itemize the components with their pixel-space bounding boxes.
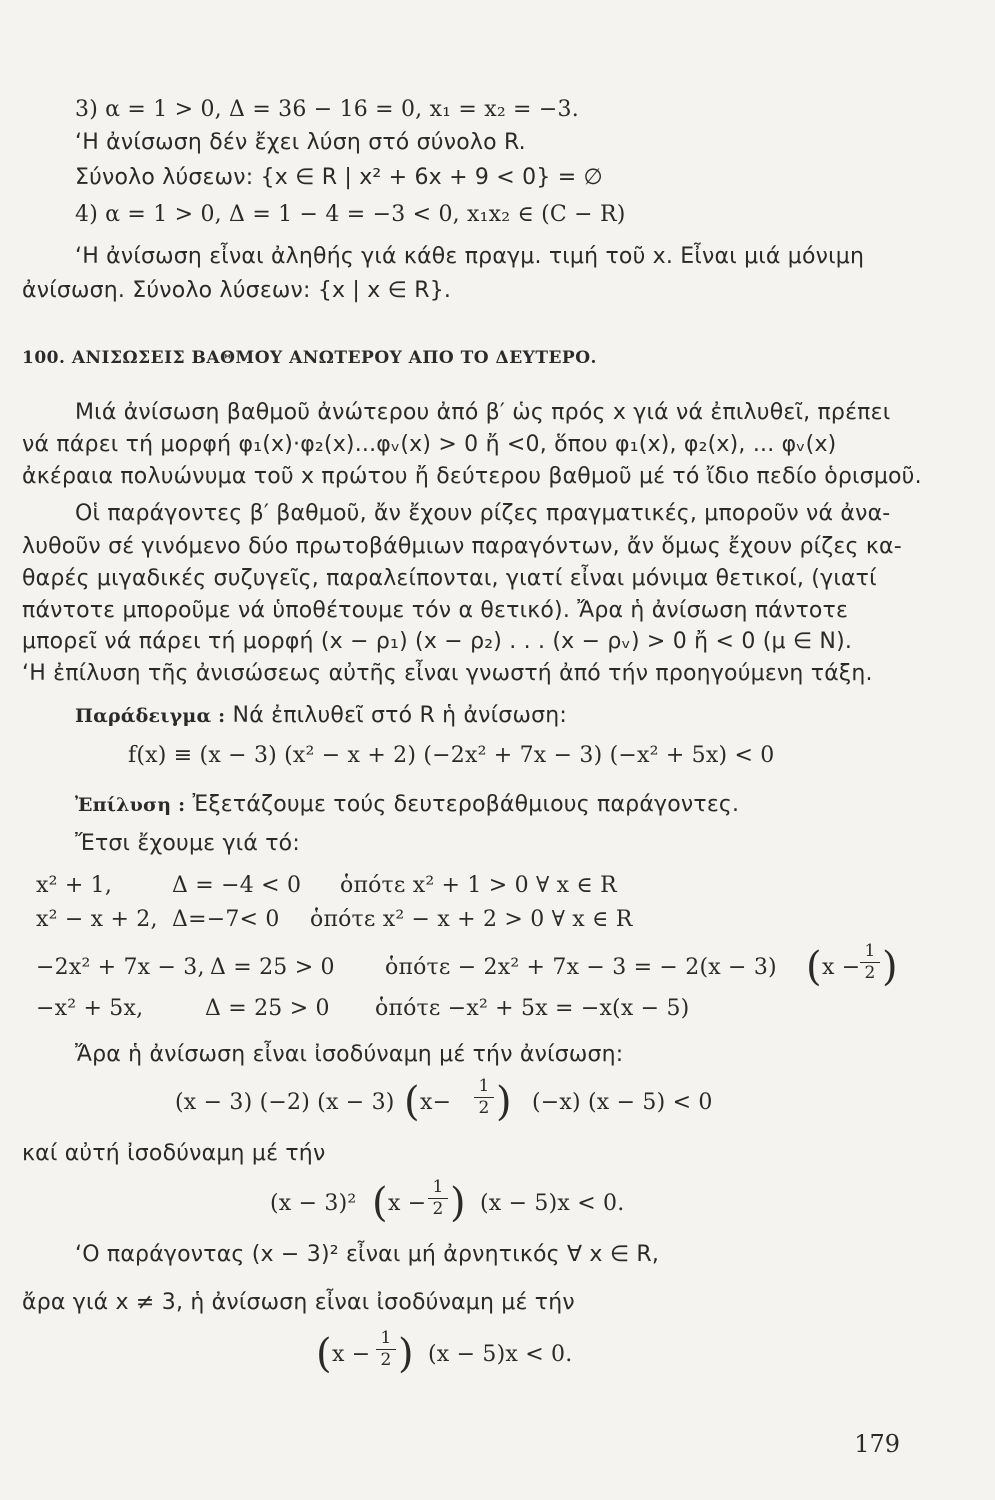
paragraph-1-line-1: Μιά ἀνίσωση βαθμοῦ ἀνώτερου ἀπό β′ ὡς πρός x γιά νά ἐπιλυθεῖ, πρέπει xyxy=(75,400,891,425)
paren-close: ) xyxy=(398,1331,414,1377)
factor-1-delta: Δ = −4 < 0 xyxy=(172,873,302,898)
fraction-den: 2 xyxy=(478,1098,490,1118)
example-equation: f(x) ≡ (x − 3) (x² − x + 2) (−2x² + 7x − 3) (−x² + 5x) < 0 xyxy=(128,743,775,768)
equivalence-2: καί αὐτή ἰσοδύναμη μέ τήν xyxy=(22,1141,326,1166)
paragraph-2-line-6: ‘Η ἐπίλυση τῆς ἀνισώσεως αὐτῆς εἶναι γνωστή ἀπό τήν προηγούμενη τάξη. xyxy=(22,661,873,686)
fraction-den: 2 xyxy=(864,963,876,983)
fraction-num: 1 xyxy=(864,941,876,961)
factor-nonnegative: ‘Ο παράγοντας (x − 3)² εἶναι μή ἀρνητικός ∀ x ∈ R, xyxy=(75,1242,660,1267)
equivalence-1: Ἄρα ἡ ἀνίσωση εἶναι ἰσοδύναμη μέ τήν ἀνίσωση: xyxy=(75,1042,624,1067)
example-text: Νά ἐπιλυθεῖ στό R ἡ ἀνίσωση: xyxy=(232,703,567,728)
fraction-den: 2 xyxy=(380,1350,392,1370)
fraction-den: 2 xyxy=(432,1199,444,1219)
eq1-frac-pre: x− xyxy=(420,1090,452,1115)
example-line xyxy=(75,701,567,731)
case-3-solution-set: Σύνολο λύσεων: {x ∈ R | x² + 6x + 9 < 0} = ∅ xyxy=(75,165,603,190)
eq3-frac-pre: x − xyxy=(332,1342,371,1367)
factor-3-poly: −2x² + 7x − 3, xyxy=(36,955,205,980)
factor-4-result: ὁπότε −x² + 5x = −x(x − 5) xyxy=(375,996,690,1021)
case-4-roots: 4) α = 1 > 0, Δ = 1 − 4 = −3 < 0, x₁x₂ ∈ (C − R) xyxy=(75,202,626,227)
factor-4-poly: −x² + 5x, xyxy=(36,996,144,1021)
factor-3-result: ὁπότε − 2x² + 7x − 3 = − 2(x − 3) xyxy=(385,955,777,980)
eq2-post: (x − 5)x < 0. xyxy=(480,1191,625,1216)
factor-3-frac-pre: x − xyxy=(822,955,861,980)
paragraph-2-line-1: Οἱ παράγοντες β′ βαθμοῦ, ἄν ἔχουν ρίζες πραγματικές, μποροῦν νά ἀνα- xyxy=(75,501,891,526)
paragraph-1-line-2: νά πάρει τή μορφή φ₁(x)·φ₂(x)...φᵥ(x) > 0 ἤ <0, ὅπου φ₁(x), φ₂(x), ... φᵥ(x) xyxy=(22,432,837,457)
page-number: 179 xyxy=(854,1430,900,1458)
case-3-no-solution: ‘Η ἀνίσωση δέν ἔχει λύση στό σύνολο R. xyxy=(75,130,526,155)
eq1-post: (−x) (x − 5) < 0 xyxy=(532,1090,713,1115)
paren-close: ) xyxy=(882,944,898,990)
case-4-statement: ‘Η ἀνίσωση εἶναι ἀληθής γιά κάθε πραγμ. τιμή τοῦ x. Εἶναι μιά μόνιμη xyxy=(75,244,865,269)
paren-close: ) xyxy=(450,1180,466,1226)
paragraph-2-line-5: μπορεῖ νά πάρει τή μορφή (x − ρ₁) (x − ρ₂) . . . (x − ρᵥ) > 0 ἤ < 0 (μ ∈ N). xyxy=(22,629,853,654)
eq2-pre: (x − 3)² xyxy=(270,1191,357,1216)
fraction-num: 1 xyxy=(380,1328,392,1348)
factor-3-delta: Δ = 25 > 0 xyxy=(210,955,335,980)
eq2-frac-pre: x − xyxy=(388,1191,427,1216)
paren-open: ( xyxy=(806,944,822,990)
factor-4-delta: Δ = 25 > 0 xyxy=(205,996,330,1021)
factor-2-delta: Δ=−7< 0 xyxy=(172,907,280,932)
fraction-num: 1 xyxy=(478,1076,490,1096)
example-label: Παράδειγμα : xyxy=(75,705,226,727)
paren-open: ( xyxy=(372,1180,388,1226)
paren-open: ( xyxy=(316,1331,332,1377)
factor-2-poly: x² − x + 2, xyxy=(36,907,158,932)
paragraph-2-line-3: θαρές μιγαδικές συζυγεῖς, παραλείπονται, γιατί εἶναι μόνιμα θετικοί, (γιατί xyxy=(22,566,877,591)
factor-1-result: ὁπότε x² + 1 > 0 ∀ x ∈ R xyxy=(340,873,617,898)
paren-open: ( xyxy=(404,1079,420,1125)
solution-line xyxy=(75,790,739,820)
case-3-roots: 3) α = 1 > 0, Δ = 36 − 16 = 0, x₁ = x₂ = −3. xyxy=(75,97,579,122)
paragraph-2-line-2: λυθοῦν σέ γινόμενο δύο πρωτοβάθμιων παραγόντων, ἄν ὅμως ἔχουν ρίζες κα- xyxy=(22,534,902,559)
fraction-num: 1 xyxy=(432,1177,444,1197)
case-4-solution-set: ἀνίσωση. Σύνολο λύσεων: {x | x ∈ R}. xyxy=(22,278,452,303)
eq3-post: (x − 5)x < 0. xyxy=(428,1342,573,1367)
so-we-have: Ἔτσι ἔχουμε γιά τό: xyxy=(75,831,300,856)
x-not-three: ἄρα γιά x ≠ 3, ἡ ἀνίσωση εἶναι ἰσοδύναμη μέ τήν xyxy=(22,1290,575,1315)
paragraph-1-line-3: ἀκέραια πολυώνυμα τοῦ x πρώτου ἤ δεύτερου βαθμοῦ μέ τό ἴδιο πεδίο ὁρισμοῦ. xyxy=(22,464,922,489)
factor-1-poly: x² + 1, xyxy=(36,873,113,898)
paren-close: ) xyxy=(496,1079,512,1125)
section-heading: 100. ΑΝΙΣΩΣΕΙΣ ΒΑΘΜΟΥ ΑΝΩΤΕΡΟΥ ΑΠΟ ΤΟ ΔΕΥΤΕΡΟ. xyxy=(22,348,597,368)
eq1-pre: (x − 3) (−2) (x − 3) xyxy=(175,1090,395,1115)
solution-text: Ἐξετάζουμε τούς δευτεροβάθμιους παράγοντες. xyxy=(192,792,740,817)
solution-label: Ἐπίλυση : xyxy=(75,794,186,816)
paragraph-2-line-4: πάντοτε μποροῦμε νά ὑποθέτουμε τόν α θετικό). Ἄρα ἡ ἀνίσωση πάντοτε xyxy=(22,598,849,623)
factor-2-result: ὁπότε x² − x + 2 > 0 ∀ x ∈ R xyxy=(310,907,633,932)
